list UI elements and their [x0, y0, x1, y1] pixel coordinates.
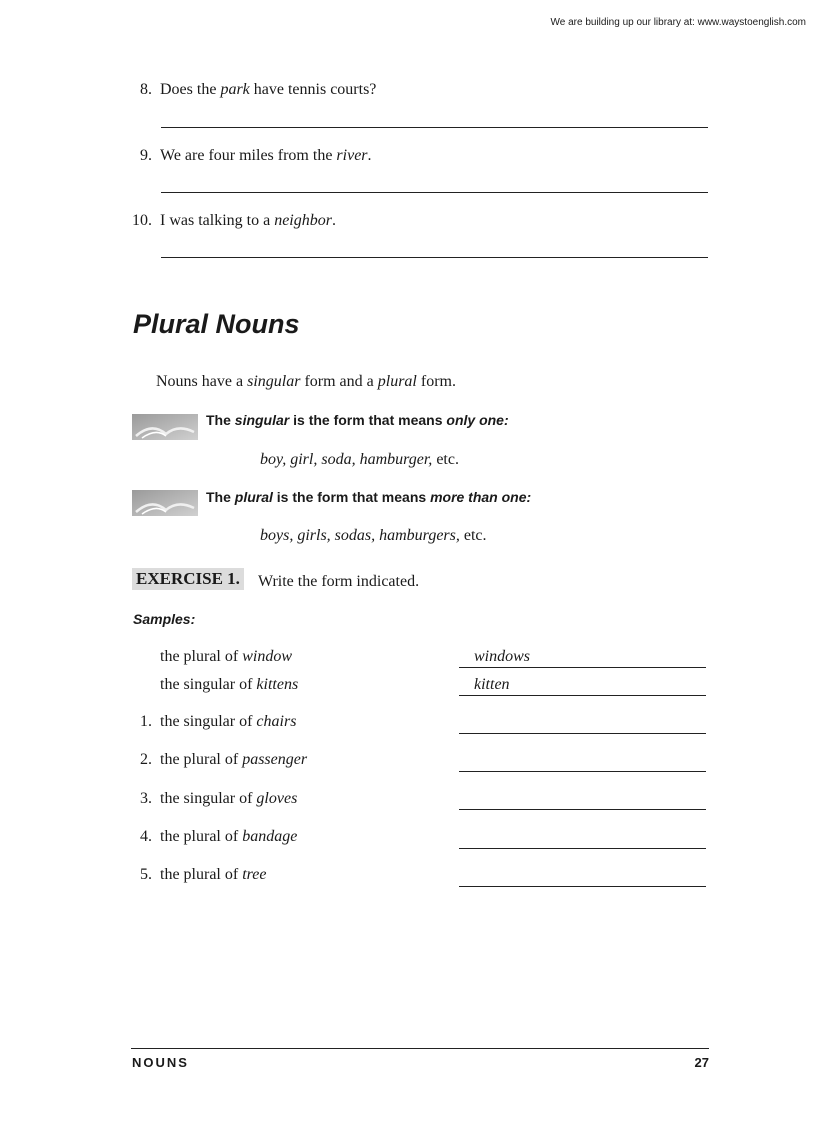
sample-answer: kitten	[474, 676, 510, 693]
example-singular: boy, girl, soda, hamburger, etc.	[260, 451, 459, 468]
question-text: We are four miles from the river.	[160, 147, 372, 164]
question-number: 8.	[140, 81, 152, 98]
samples-label: Samples:	[133, 611, 196, 627]
footer-rule	[131, 1048, 709, 1049]
rule-plural: The plural is the form that means more than one:	[206, 489, 532, 505]
answer-line[interactable]	[459, 848, 706, 849]
item-number: 4.	[140, 828, 152, 845]
item-text: the singular of gloves	[160, 790, 298, 807]
exercise-item	[130, 713, 460, 733]
answer-line[interactable]	[459, 733, 706, 734]
question-8	[130, 81, 710, 101]
footer-section: NOUNS	[132, 1055, 189, 1070]
question-9	[130, 147, 710, 167]
answer-line	[459, 695, 706, 696]
question-text: Does the park have tennis courts?	[160, 81, 377, 98]
item-text: the plural of bandage	[160, 828, 298, 845]
intro-text: Nouns have a singular form and a plural form.	[156, 373, 456, 390]
answer-line[interactable]	[459, 771, 706, 772]
item-number: 5.	[140, 866, 152, 883]
answer-line[interactable]	[161, 192, 708, 193]
exercise-instruction: Write the form indicated.	[258, 573, 420, 590]
item-number: 3.	[140, 790, 152, 807]
exercise-item	[130, 751, 460, 771]
answer-line[interactable]	[161, 127, 708, 128]
answer-line	[459, 667, 706, 668]
page-number: 27	[694, 1055, 709, 1070]
exercise-label: EXERCISE 1.	[132, 568, 244, 590]
question-10	[130, 212, 710, 232]
item-number: 2.	[140, 751, 152, 768]
exercise-item	[130, 828, 460, 848]
section-title: Plural Nouns	[133, 309, 300, 339]
answer-line[interactable]	[459, 886, 706, 887]
sample-prompt: the plural of window	[160, 648, 292, 665]
answer-line[interactable]	[459, 809, 706, 810]
rule-book-icon	[132, 490, 198, 516]
question-text: I was talking to a neighbor.	[160, 212, 336, 229]
example-plural: boys, girls, sodas, hamburgers, etc.	[260, 527, 487, 544]
item-number: 1.	[140, 713, 152, 730]
rule-book-icon	[132, 414, 198, 440]
library-note: We are building up our library at: www.waystoenglish.com	[550, 17, 806, 28]
question-number: 9.	[140, 147, 152, 164]
exercise-item	[130, 790, 460, 810]
sample-prompt: the singular of kittens	[160, 676, 299, 693]
answer-line[interactable]	[161, 257, 708, 258]
question-number: 10.	[132, 212, 152, 229]
item-text: the plural of tree	[160, 866, 267, 883]
exercise-item	[130, 866, 460, 886]
rule-singular: The singular is the form that means only one:	[206, 412, 509, 428]
item-text: the singular of chairs	[160, 713, 297, 730]
item-text: the plural of passenger	[160, 751, 308, 768]
sample-answer: windows	[474, 648, 531, 665]
